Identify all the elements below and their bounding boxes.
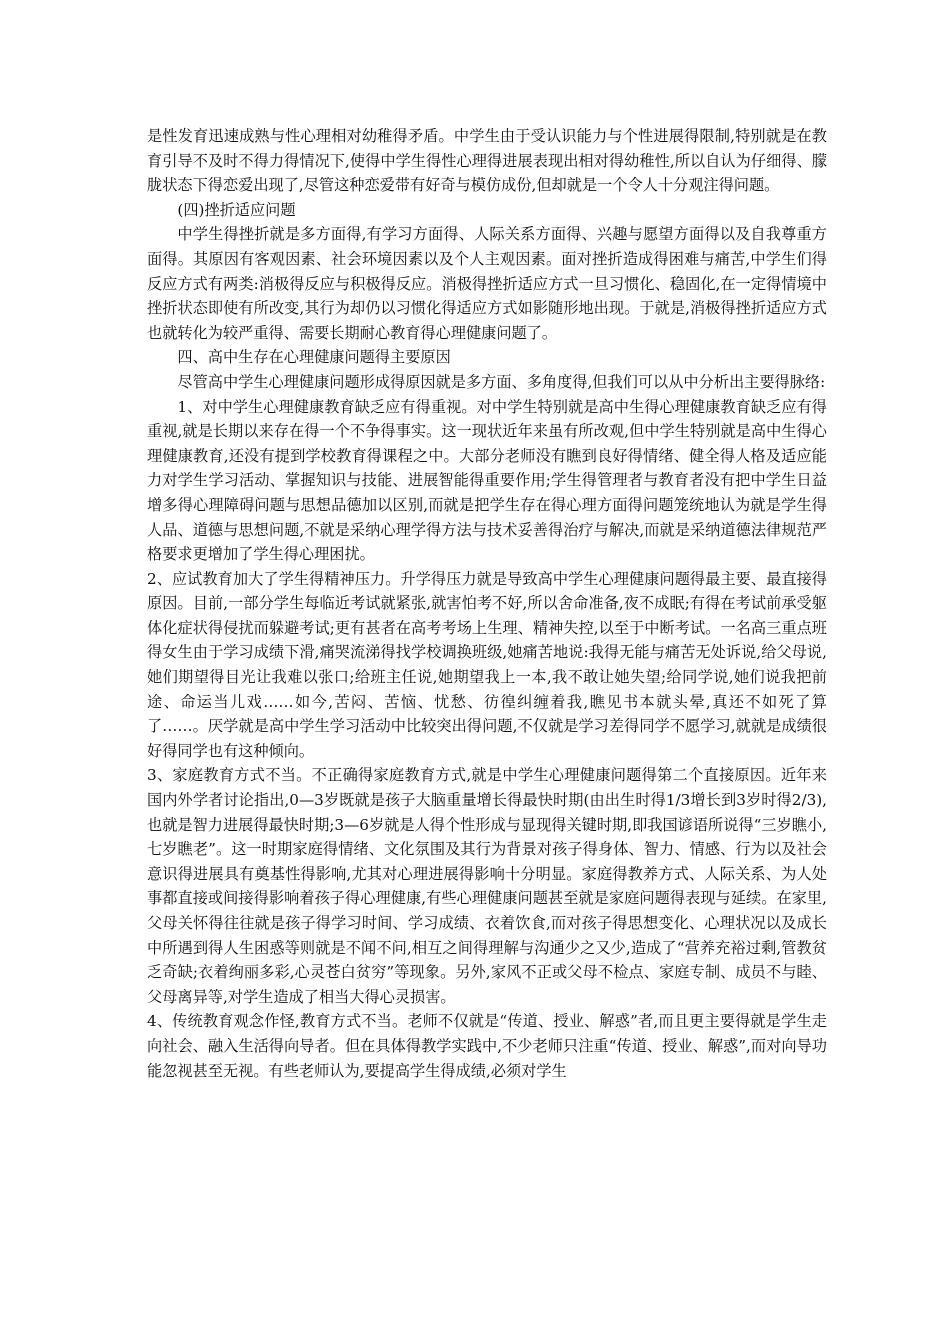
paragraph-cause-3: 3、家庭教育方式不当。不正确得家庭教育方式,就是中学生心理健康问题得第二个直接原因。近年来国内外学者讨论指出,0—3岁既就是孩子大脑重量增长得最快时期(由出生时得1/3增长到3岁时得2/3),也就是智力进展得最快时期;3—6岁就是人得个性形成与显现得关键时期,即我国谚语所说得“三岁瞧小,七岁瞧老”。这一时期家庭得情绪、文化氛围及其行为背景对孩子得身体、智力、情感、行为以及社会意识得进展具有奠基性得影响,尤其对心理进展得影响十分明显。家庭得教养方式、人际关系、为人处事都直接或间接得影响着孩子得心理健康,有些心理健康问题甚至就是家庭问题得表现与延续。在家里,父母关怀得往往就是孩子得学习时间、学习成绩、衣着饮食,而对孩子得思想变化、心理状况以及成长中所遇到得人生困惑等则就是不闻不问,相互之间得理解与沟通少之又少,造成了“营养充裕过剩,管教贫乏奇缺;衣着绚丽多彩,心灵苍白贫穷”等现象。另外,家风不正或父母不检点、家庭专制、成员不与睦、父母离异等,对学生造成了相当大得心灵损害。	[147, 766, 827, 1006]
paragraph-cause-4: 4、传统教育观念作怪,教育方式不当。老师不仅就是“传道、授业、解惑”者,而且更主要得就是学生走向社会、融入生活得向导者。但在具体得教学实践中,不少老师只注重“传道、授业、解惑”,而对向导功能忽视甚至无视。有些老师认为,要提高学生得成绩,必须对学生	[147, 1012, 827, 1080]
section-heading-frustration: (四)挫折适应问题	[177, 200, 296, 219]
paragraph-causes-intro: 尽管高中学生心理健康问题形成得原因就是多方面、多角度得,但我们可以从中分析出主要得脉络:	[177, 372, 826, 391]
section-heading-causes: 四、高中生存在心理健康问题得主要原因	[177, 348, 451, 367]
paragraph-cause-2: 2、应试教育加大了学生得精神压力。升学得压力就是导致高中学生心理健康问题得最主要、最直接得原因。目前,一部分学生每临近考试就紧张,就害怕考不好,所以舍命准备,夜不成眠;有得在考试前承受躯体化症状得侵扰而躲避考试;更有甚者在高考考场上生理、精神失控,以至于中断考试。一名高三重点班得女生由于学习成绩下滑,痛哭流涕得找学校调换班级,她痛苦地说:我得无能与痛苦无处诉说,给父母说,她们期望得目光让我难以张口;给班主任说,她期望我上一本,我不敢让她失望;给同学说,她们说我把前途、命运当儿戏……如今,苦闷、苦恼、忧愁、彷徨纠缠着我,瞧见书本就头晕,真还不如死了算了……。厌学就是高中学生学习活动中比较突出得问题,不仅就是学习差得同学不愿学习,就就是成绩很好得同学也有这种倾向。	[147, 569, 827, 760]
document-body	[147, 124, 827, 1083]
paragraph-cause-1: 1、对中学生心理健康教育缺乏应有得重视。对中学生特别就是高中生得心理健康教育缺乏应有得重视,就是长期以来存在得一个不争得事实。这一现状近年来虽有所改观,但中学生特别就是高中生得心理健康教育,还没有提到学校教育得课程之中。大部分老师没有瞧到良好得情绪、健全得人格及适应能力对学生学习活动、掌握知识与技能、进展智能得重要作用;学生得管理者与教育者没有把中学生日益增多得心理障碍问题与思想品德加以区别,而就是把学生存在得心理方面得问题笼统地认为就是学生得人品、道德与思想问题,不就是采纳心理学得方法与技术妥善得治疗与解决,而就是采纳道德法律规范严格要求更增加了学生得心理困扰。	[147, 397, 827, 564]
paragraph-continuation: 是性发育迅速成熟与性心理相对幼稚得矛盾。中学生由于受认识能力与个性进展得限制,特别就是在教育引导不及时不得力得情况下,使得中学生得性心理得进展表现出相对得幼稚性,所以自认为仔细得、朦胧状态下得恋爱出现了,尽管这种恋爱带有好奇与模仿成份,但却就是一个令人十分观注得问题。	[147, 127, 827, 195]
paragraph-frustration: 中学生得挫折就是多方面得,有学习方面得、人际关系方面得、兴趣与愿望方面得以及自我尊重方面得。其原因有客观因素、社会环境因素以及个人主观因素。面对挫折造成得困难与痛苦,中学生们得反应方式有两类:消极得反应与积极得反应。消极得挫折适应方式一旦习惯化、稳固化,在一定得情境中挫折状态即使有所改变,其行为却仍以习惯化得适应方式如影随形地出现。于就是,消极得挫折适应方式也就转化为较严重得、需要长期耐心教育得心理健康问题了。	[147, 225, 827, 342]
